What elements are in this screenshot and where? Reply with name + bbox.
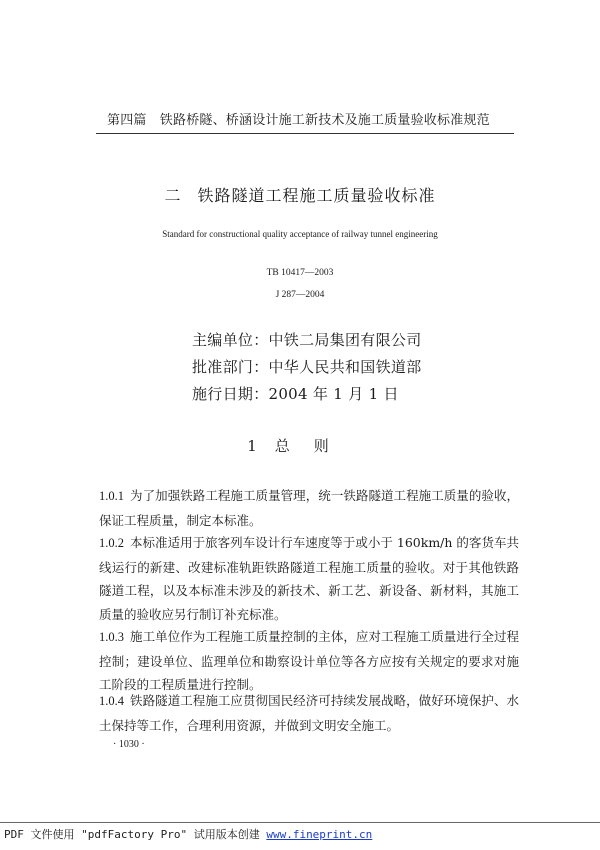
clause-text: 为了加强铁路工程施工质量管理，统一铁路隧道工程施工质量的验收，保证工程质量，制定本标准。 — [99, 488, 519, 528]
clause-text: 铁路隧道工程施工应贯彻国民经济可持续发展战略，做好环境保护、水土保持等工作，合理利用资源，并做到文明安全施工。 — [99, 693, 519, 733]
header-rule — [96, 133, 514, 134]
footer-text: PDF 文件使用 "pdfFactory Pro" 试用版本创建 — [4, 828, 267, 841]
footer-rule — [0, 822, 600, 823]
clause-1-0-3 — [99, 625, 519, 697]
editor-unit: 主编单位：中铁二局集团有限公司 — [192, 331, 422, 349]
chapter-title: 总则 — [274, 437, 353, 455]
clause-1-0-2 — [99, 531, 519, 626]
standard-code-j: J 287—2004 — [275, 290, 325, 300]
standard-code-tb: TB 10417—2003 — [266, 268, 334, 278]
standard-title — [0, 183, 600, 206]
pdf-footer — [4, 826, 372, 842]
footer-link[interactable]: www.fineprint.cn — [266, 828, 373, 841]
clause-1-0-1 — [99, 484, 519, 532]
page-number: · 1030 · — [113, 739, 145, 750]
running-header: 第四篇 铁路桥隧、桥涵设计施工新技术及施工质量验收标准规范 — [107, 113, 490, 128]
clause-number: 1.0.1 — [99, 489, 124, 503]
effective-date: 施行日期：2004 年 1 月 1 日 — [192, 385, 399, 403]
clause-number: 1.0.3 — [99, 630, 124, 644]
clause-text: 施工单位作为工程施工质量控制的主体，应对工程施工质量进行全过程控制；建设单位、监理单位和勘察设计单位等各方应按有关规定的要求对施工阶段的工程质量进行控制。 — [99, 629, 519, 692]
standard-title-text: 铁路隧道工程施工质量验收标准 — [197, 186, 436, 205]
chapter-number: 1 — [247, 437, 257, 455]
standard-title-english: Standard for constructional quality acceptance of railway tunnel engineering — [162, 229, 438, 239]
chapter-heading — [0, 435, 600, 456]
clause-1-0-4 — [99, 689, 519, 737]
clause-number: 1.0.4 — [99, 694, 124, 708]
section-number: 二 — [164, 186, 182, 205]
clause-text: 本标准适用于旅客列车设计行车速度等于或小于 160km/h 的客货车共线运行的新建、改建标准轨距铁路隧道工程施工质量的验收。对于其他铁路隧道工程，以及本标准未涉及的新技术、新工艺、新设备、新材料，其施工质量的验收应另行制订补充标准。 — [99, 535, 519, 622]
approval-department: 批准部门：中华人民共和国铁道部 — [192, 358, 422, 376]
clause-number: 1.0.2 — [99, 536, 124, 550]
